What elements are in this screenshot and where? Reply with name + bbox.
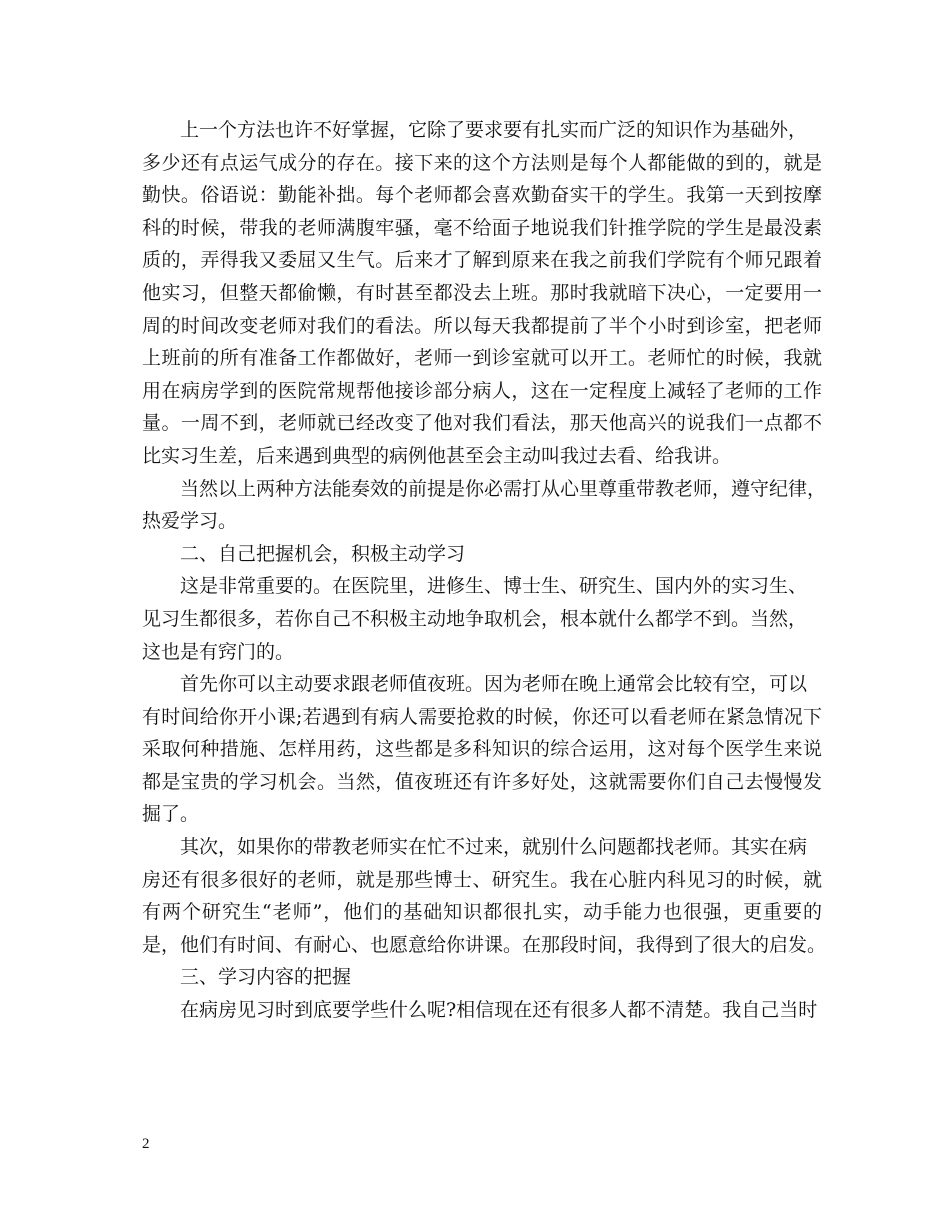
text-line: 热爱学习。 [142, 510, 238, 533]
section-heading: 三、学习内容的把握 [180, 966, 352, 989]
text-line: 他实习，但整天都偷懒，有时甚至都没去上班。那时我就暗下决心，一定要用一 [142, 281, 822, 304]
text-line: 有时间给你开小课;若遇到有病人需要抢救的时候，你还可以看老师在紧急情况下 [142, 705, 822, 728]
section-heading: 二、自己把握机会，积极主动学习 [180, 542, 466, 565]
text-line: 掘了。 [142, 803, 200, 826]
document-body [142, 114, 827, 1027]
text-line: 质的，弄得我又委屈又生气。后来才了解到原来在我之前我们学院有个师兄跟着 [142, 249, 822, 272]
text-line: 多少还有点运气成分的存在。接下来的这个方法则是每个人都能做的到的，就是 [142, 151, 822, 174]
text-line: 量。一周不到，老师就已经改变了他对我们看法，那天他高兴的说我们一点都不 [142, 412, 822, 435]
text-line: 这是非常重要的。在医院里，进修生、博士生、研究生、国内外的实习生、 [180, 575, 808, 598]
text-line: 比实习生差，后来遇到典型的病例他甚至会主动叫我过去看、给我讲。 [142, 444, 732, 467]
text-line: 其次，如果你的带教老师实在忙不过来，就别什么问题都找老师。其实在病 [180, 836, 808, 859]
text-line: 首先你可以主动要求跟老师值夜班。因为老师在晚上通常会比较有空，可以 [180, 673, 808, 696]
text-line: 都是宝贵的学习机会。当然，值夜班还有许多好处，这就需要你们自己去慢慢发 [142, 770, 822, 793]
text-line: 科的时候，带我的老师满腹牢骚，毫不给面子地说我们针推学院的学生是最没素 [142, 216, 822, 239]
text-line: 在病房见习时到底要学些什么呢?相信现在还有很多人都不清楚。我自己当时 [180, 999, 818, 1022]
page-number: 2 [142, 1136, 150, 1152]
text-line: 上班前的所有准备工作都做好，老师一到诊室就可以开工。老师忙的时候，我就 [142, 347, 822, 370]
text-line: 房还有很多很好的老师，就是那些博士、研究生。我在心脏内科见习的时候，就 [142, 868, 822, 891]
text-line: 是，他们有时间、有耐心、也愿意给你讲课。在那段时间，我得到了很大的启发。 [142, 933, 827, 956]
text-line: 周的时间改变老师对我们的看法。所以每天我都提前了半个小时到诊室，把老师 [142, 314, 822, 337]
text-line: 上一个方法也许不好掌握，它除了要求要有扎实而广泛的知识作为基础外， [180, 119, 808, 141]
text-line: 这也是有窍门的。 [142, 640, 295, 663]
text-line: 见习生都很多，若你自己不积极主动地争取机会，根本就什么都学不到。当然， [142, 607, 808, 630]
text-line: 用在病房学到的医院常规帮他接诊部分病人，这在一定程度上减轻了老师的工作 [142, 379, 822, 402]
text-line: 当然以上两种方法能奏效的前提是你必需打从心里尊重带教老师，遵守纪律， [180, 477, 827, 500]
text-line: 勤快。俗语说：勤能补拙。每个老师都会喜欢勤奋实干的学生。我第一天到按摩 [142, 184, 822, 207]
text-line: 有两个研究生“老师”，他们的基础知识都很扎实，动手能力也很强，更重要的 [142, 901, 822, 924]
text-line: 采取何种措施、怎样用药，这些都是多科知识的综合运用，这对每个医学生来说 [142, 738, 822, 761]
